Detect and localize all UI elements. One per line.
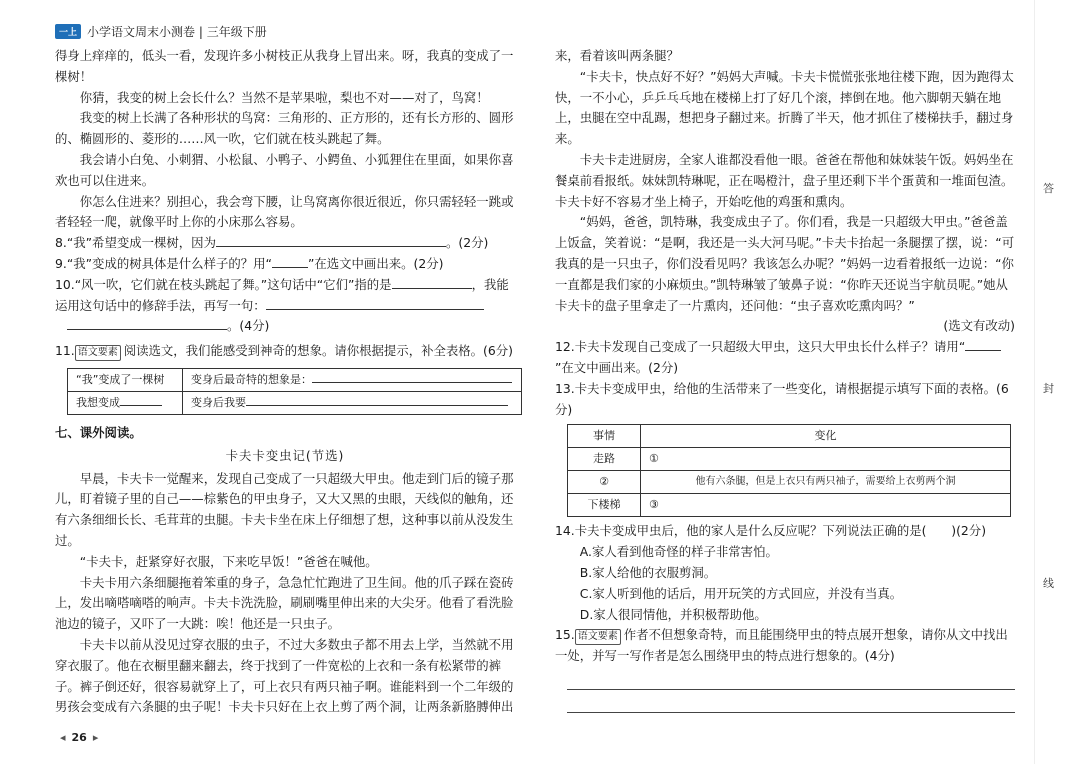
passage-paragraph: 你猜，我变的树上会长什么？当然不是苹果啦，梨也不对——对了，鸟窝！: [79, 89, 489, 105]
table-cell[interactable]: 我想变成: [68, 391, 183, 414]
passage-paragraph: 卡夫卡走进厨房，全家人谁都没看他一眼。爸爸在帮他和妹妹装午饭。妈妈坐在餐桌前看报纸。妹妹凯特琳呢，正在喝橙汁，盘子里还剩下半个蛋黄和一堆面包渣。卡夫卡好不容易才坐上椅子，开始吃他的鸡蛋和熏肉。: [555, 151, 1014, 209]
yuwen-yaosu-tag: 语文要素: [575, 629, 621, 645]
option-b[interactable]: B.家人给他的衣服剪洞。: [579, 564, 717, 580]
table-cell: 他有六条腿，但是上衣只有两只袖子，需要给上衣剪两个洞: [641, 471, 1011, 494]
table-cell[interactable]: 变身后我要: [183, 391, 522, 414]
binding-mark: 线: [1043, 577, 1054, 590]
table-header: 变化: [641, 425, 1011, 448]
underline-mark: [965, 338, 1001, 351]
table-cell: 走路: [568, 448, 641, 471]
answer-line[interactable]: [567, 690, 1015, 713]
question-14: 14.卡夫卡变成甲虫后，他的家人是什么反应呢？下列说法正确的是( )(2分): [555, 523, 987, 539]
table-cell: 下楼梯: [568, 494, 641, 517]
passage-paragraph: 卡夫卡用六条细腿拖着笨重的身子，急急忙忙跑进了卫生间。他的爪子踩在瓷砖上，发出嘀嗒嘀嗒的响声。卡夫卡洗洗脸，刷刷嘴里伸出来的大尖牙。他看了看洗脸池边的镜子，又吓了一大跳：唉！他还是一只虫子。: [55, 574, 514, 632]
passage-paragraph: “卡夫卡，赶紧穿好衣服，下来吃早饭！”爸爸在喊他。: [79, 553, 378, 569]
question-11: 11. 语文要素 阅读选文，我们能感受到神奇的想象。请你根据提示，补全表格。(6分): [55, 341, 515, 362]
question-12: 12.卡夫卡发现自己变成了一只超级大甲虫，这只大甲虫长什么样子？请用“”在文中画出来。(2分): [555, 337, 1015, 379]
option-c[interactable]: C.家人听到他的话后，用开玩笑的方式回应，并没有当真。: [579, 585, 903, 601]
table-cell[interactable]: ③: [641, 494, 1011, 517]
passage-paragraph: 得身上痒痒的，低头一看，发现许多小树枝正从我身上冒出来。呀，我真的变成了一棵树！: [55, 48, 514, 84]
option-d[interactable]: D.家人很同情他，并积极帮助他。: [579, 606, 767, 622]
table-cell[interactable]: ①: [641, 448, 1011, 471]
next-arrow-icon: ▸: [92, 731, 99, 744]
header-title: 小学语文周末小测卷 | 三年级下册: [87, 24, 267, 39]
page-footer: [60, 731, 98, 744]
question-9: 9.“我”变成的树具体是什么样子的？用“ ”在选文中画出来。(2分): [55, 255, 444, 271]
question-8: 8.“我”希望变成一棵树，因为 。(2分): [55, 235, 489, 251]
passage-paragraph: 我变的树上长满了各种形状的鸟窝：三角形的、正方形的，还有长方形的、圆形的、椭圆形的、菱形的……风一吹，它们就在枝头跳起了舞。: [55, 110, 514, 147]
passage-paragraph: “妈妈，爸爸，凯特琳，我变成虫子了。你们看，我是一只超级大甲虫。”爸爸盖上饭盒，笑着说：“是啊，我还是一头大河马呢。”卡夫卡抬起一条腿摆了摆，说：“可我真的是一只虫子，你们没看见吗？我该怎么办呢？”妈妈一边看着报纸一边说：“你一直都是我们家的小麻烦虫。”凯特琳皱了皱鼻子说：“你昨天还说当宇航员呢。”她从卡夫卡的盘子里拿走了一片熏肉，还问他：“虫子喜欢吃熏肉吗？”: [555, 214, 1015, 313]
answer-blank[interactable]: [392, 276, 472, 289]
left-column: [55, 46, 515, 718]
passage-paragraph: 你怎么住进来？别担心，我会弯下腰，让鸟窝离你很近很近，你只需轻轻一跳或者轻轻一爬，就像平时上你的小床那么容易。: [55, 193, 514, 230]
answer-blank[interactable]: [266, 297, 484, 310]
source-note: (选文有改动): [943, 318, 1015, 334]
table-cell[interactable]: 变身后最奇特的想象是：: [183, 368, 522, 391]
binding-mark: 封: [1043, 382, 1054, 395]
underline-mark: [272, 255, 308, 268]
header-badge: 一上: [55, 24, 81, 39]
page-header: [55, 22, 267, 40]
binding-mark: 答: [1043, 182, 1054, 195]
passage-paragraph: 卡夫卡以前从没见过穿衣服的虫子，不过大多数虫子都不用去上学，当然就不用穿衣服了。他在衣橱里翻来翻去，终于找到了一件宽松的上衣和一条有松紧带的裤子。裤子倒还好，很容易就穿上了，可上衣只有两只袖子啊。谁能料到一个二年级的男孩会变成有六条腿的虫子呢！卡夫卡只好在上衣上剪了两个洞，让两条新胳膊伸出: [55, 636, 514, 715]
table-header: 事情: [568, 425, 641, 448]
passage-paragraph: 早晨，卡夫卡一觉醒来，发现自己变成了一只超级大甲虫。他走到门后的镜子那儿，盯着镜子里的自己——棕紫色的甲虫身子，又大又黑的虫眼，天线似的触角，还有六条细细长长、毛茸茸的虫腿。卡夫卡坐在床上仔细想了想，这种事以前从没发生过。: [55, 470, 514, 548]
question-15: 15. 语文要素 作者不但想象奇特，而且能围绕甲虫的特点展开想象，请你从文中找出一处，并写一写作者是怎么围绕甲虫的特点进行想象的。(4分): [555, 627, 1008, 664]
prev-arrow-icon: ◂: [60, 731, 66, 744]
right-column: [555, 46, 1015, 713]
question-13-table: [567, 424, 1011, 517]
fold-line: [1034, 0, 1035, 764]
question-13: 13.卡夫卡变成甲虫，给他的生活带来了一些变化，请根据提示填写下面的表格。(6分): [555, 380, 1009, 417]
option-a[interactable]: A.家人看到他奇怪的样子非常害怕。: [579, 544, 778, 560]
passage-paragraph: 我会请小白兔、小刺猬、小松鼠、小鸭子、小鳄鱼、小狐狸住在里面，如果你喜欢也可以住进来。: [55, 151, 514, 188]
table-cell: “我”变成了一棵树: [68, 368, 183, 391]
passage-title: 卡夫卡变虫记(节选): [225, 447, 345, 463]
question-11-table: [67, 368, 522, 415]
table-cell[interactable]: ②: [568, 471, 641, 494]
page-number: 26: [71, 731, 87, 744]
answer-blank[interactable]: [216, 234, 446, 247]
answer-blank[interactable]: [67, 317, 227, 330]
question-10: 10.“风一吹，它们就在枝头跳起了舞。”这句话中“它们”指的是 ，我能运用这句话中的修辞手法，再写一句： 。(4分): [55, 276, 509, 334]
section-heading: 七、课外阅读。: [55, 424, 142, 440]
passage-paragraph: 来，看着该叫两条腿？: [555, 48, 679, 63]
answer-line[interactable]: [567, 667, 1015, 690]
yuwen-yaosu-tag: 语文要素: [75, 345, 121, 361]
passage-paragraph: “卡夫卡，快点好不好？”妈妈大声喊。卡夫卡慌慌张张地往楼下跑，因为跑得太快，一不小心，乒乒乓乓地在楼梯上打了好几个滚，摔倒在地。他六脚朝天躺在地上，虫腿在空中乱踢，想把身子翻过来。折腾了半天，他才抓住了楼梯扶手，翻过身来。: [555, 68, 1014, 147]
